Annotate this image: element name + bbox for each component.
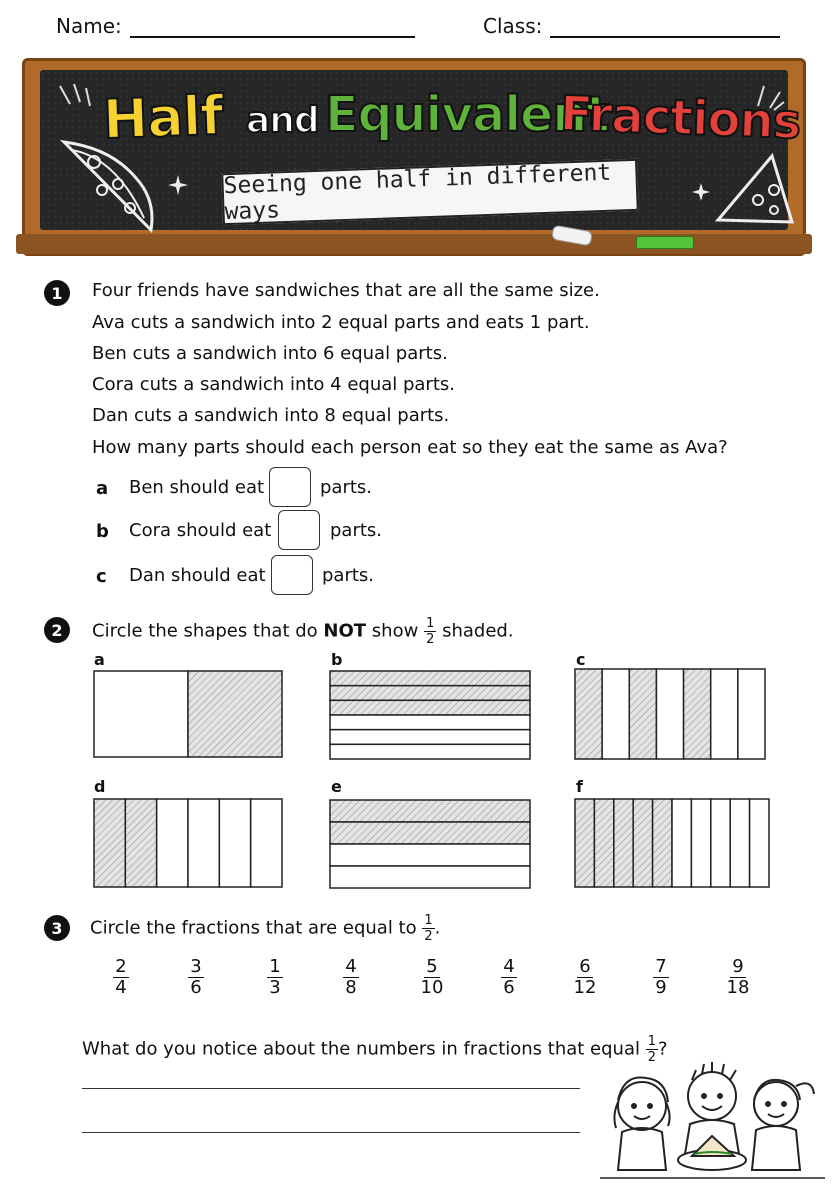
shape-a-part bbox=[188, 671, 282, 757]
fraction-denominator: 4 bbox=[115, 977, 127, 998]
shape-c-part bbox=[738, 669, 765, 759]
notice-text: What do you notice about the numbers in fractions that equal bbox=[82, 1038, 640, 1060]
title-word-half: Half bbox=[101, 83, 224, 152]
q3-fraction-denominator: 2 bbox=[424, 929, 433, 944]
question-1-badge: 1 bbox=[44, 280, 70, 306]
fraction-denominator: 6 bbox=[503, 977, 515, 998]
shape-d[interactable] bbox=[94, 799, 282, 887]
shape-f-part bbox=[672, 799, 691, 887]
q1-line-1: Four friends have sandwiches that are all the same size. bbox=[92, 280, 600, 301]
question-2-badge: 2 bbox=[44, 617, 70, 643]
shape-f-part bbox=[614, 799, 633, 887]
q3-text: Circle the fractions that are equal to bbox=[90, 917, 417, 939]
shape-b[interactable] bbox=[330, 671, 530, 759]
shape-b-part bbox=[330, 671, 530, 686]
fraction-denominator: 12 bbox=[573, 977, 597, 998]
fraction-option[interactable] bbox=[484, 958, 534, 997]
fraction-denominator: 3 bbox=[269, 977, 281, 998]
q3-half-fraction bbox=[422, 914, 434, 943]
shape-d-part bbox=[251, 799, 282, 887]
fraction-numerator: 6 bbox=[579, 956, 591, 977]
q2-text-bold: NOT bbox=[323, 620, 367, 642]
shape-d-part bbox=[94, 799, 125, 887]
fraction-numerator: 7 bbox=[655, 956, 667, 977]
shape-f-part bbox=[750, 799, 769, 887]
question-3-badge: 3 bbox=[44, 915, 70, 941]
q1-part-c-suffix: parts. bbox=[322, 565, 375, 586]
q1-part-b-text: Cora should eat bbox=[129, 520, 272, 541]
notice-fraction-denominator: 2 bbox=[647, 1050, 657, 1065]
name-label: Name: bbox=[56, 14, 122, 38]
shape-f-label: f bbox=[576, 777, 583, 796]
q2-text-after: shaded. bbox=[442, 620, 514, 642]
q1-part-c-text: Dan should eat bbox=[129, 565, 266, 586]
fraction-option[interactable] bbox=[96, 958, 146, 997]
shape-e[interactable] bbox=[330, 800, 530, 888]
subtitle-ribbon: Seeing one half in different ways bbox=[221, 159, 639, 225]
fraction-option[interactable] bbox=[560, 958, 610, 997]
class-label: Class: bbox=[483, 14, 543, 38]
shape-f-part bbox=[575, 799, 594, 887]
fraction-denominator: 6 bbox=[190, 977, 202, 998]
fraction-denominator: 10 bbox=[420, 977, 444, 998]
q2-fraction-denominator: 2 bbox=[426, 632, 435, 647]
fraction-option[interactable] bbox=[250, 958, 300, 997]
shape-f-part bbox=[711, 799, 730, 887]
shape-c-part bbox=[602, 669, 629, 759]
shape-e-part bbox=[330, 866, 530, 888]
q1-part-b-letter: b bbox=[96, 521, 109, 542]
children-sharing-sandwich-illustration bbox=[600, 1060, 825, 1182]
shape-c-part bbox=[711, 669, 738, 759]
q2-text-before: Circle the shapes that do bbox=[92, 620, 318, 642]
fraction-denominator: 8 bbox=[345, 977, 357, 998]
shape-b-part bbox=[330, 730, 530, 745]
shape-d-part bbox=[125, 799, 156, 887]
q1-part-a-text: Ben should eat bbox=[129, 477, 265, 498]
fraction-option[interactable] bbox=[636, 958, 686, 997]
shape-f[interactable] bbox=[575, 799, 769, 887]
notice-question: What do you notice about the numbers in fractions that equal $\frac{1}{2}$ ? bbox=[82, 1034, 668, 1065]
fraction-numerator: 4 bbox=[345, 956, 357, 977]
q2-text-mid: show bbox=[371, 620, 419, 642]
shape-e-label: e bbox=[331, 777, 342, 796]
fraction-numerator: 4 bbox=[503, 956, 515, 977]
shape-a[interactable] bbox=[94, 671, 282, 757]
q1-line-3: Ben cuts a sandwich into 6 equal parts. bbox=[92, 343, 448, 364]
shape-f-part bbox=[691, 799, 710, 887]
answer-line-2[interactable] bbox=[82, 1132, 580, 1133]
fraction-numerator: 5 bbox=[426, 956, 438, 977]
fraction-numerator: 2 bbox=[115, 956, 127, 977]
shape-a-label: a bbox=[94, 650, 105, 669]
shape-d-part bbox=[188, 799, 219, 887]
shape-a-part bbox=[94, 671, 188, 757]
title-word-fractions: Fractions bbox=[559, 85, 802, 151]
shape-d-part bbox=[219, 799, 250, 887]
title-word-and: and bbox=[246, 100, 319, 141]
shape-c-part bbox=[575, 669, 602, 759]
fraction-option[interactable] bbox=[171, 958, 221, 997]
shape-c-part bbox=[656, 669, 683, 759]
shape-b-label: b bbox=[331, 650, 343, 669]
notice-fraction-numerator: 1 bbox=[647, 1034, 657, 1049]
fraction-numerator: 3 bbox=[190, 956, 202, 977]
q1-line-4: Cora cuts a sandwich into 4 equal parts. bbox=[92, 374, 455, 395]
shape-b-part bbox=[330, 744, 530, 759]
shape-f-part bbox=[633, 799, 652, 887]
q1-part-a-letter: a bbox=[96, 478, 109, 499]
q1-part-b-suffix: parts. bbox=[330, 520, 383, 541]
shape-c-label: c bbox=[576, 650, 586, 669]
shape-e-part bbox=[330, 844, 530, 866]
shape-d-part bbox=[157, 799, 188, 887]
shape-b-part bbox=[330, 700, 530, 715]
shape-c-part bbox=[684, 669, 711, 759]
fraction-option[interactable] bbox=[713, 958, 763, 997]
shape-d-label: d bbox=[94, 777, 106, 796]
shape-f-part bbox=[653, 799, 672, 887]
q1-part-a-suffix: parts. bbox=[320, 477, 373, 498]
shape-c[interactable] bbox=[575, 669, 765, 759]
shape-f-part bbox=[730, 799, 749, 887]
shape-b-part bbox=[330, 686, 530, 701]
q1-line-5: Dan cuts a sandwich into 8 equal parts. bbox=[92, 405, 450, 426]
fraction-numerator: 9 bbox=[732, 956, 744, 977]
title-word-equivalent: Equivalent bbox=[325, 86, 609, 143]
fraction-numerator: 1 bbox=[269, 956, 281, 977]
fraction-option[interactable] bbox=[407, 958, 457, 997]
fraction-option[interactable] bbox=[326, 958, 376, 997]
q3-instruction: Circle the fractions that are equal to $\frac{1}{2}$ . bbox=[90, 913, 441, 944]
shape-c-part bbox=[629, 669, 656, 759]
shape-e-part bbox=[330, 822, 530, 844]
shape-e-part bbox=[330, 800, 530, 822]
q2-fraction-numerator: 1 bbox=[426, 616, 435, 631]
fraction-denominator: 9 bbox=[655, 977, 667, 998]
q3-fraction-numerator: 1 bbox=[424, 913, 433, 928]
shape-f-part bbox=[594, 799, 613, 887]
q1-part-c-letter: c bbox=[96, 566, 107, 587]
q1-line-6: How many parts should each person eat so they eat the same as Ava? bbox=[92, 437, 728, 458]
fraction-denominator: 18 bbox=[726, 977, 750, 998]
q1-line-2: Ava cuts a sandwich into 2 equal parts and eats 1 part. bbox=[92, 312, 590, 333]
shape-b-part bbox=[330, 715, 530, 730]
answer-line-1[interactable] bbox=[82, 1088, 580, 1089]
